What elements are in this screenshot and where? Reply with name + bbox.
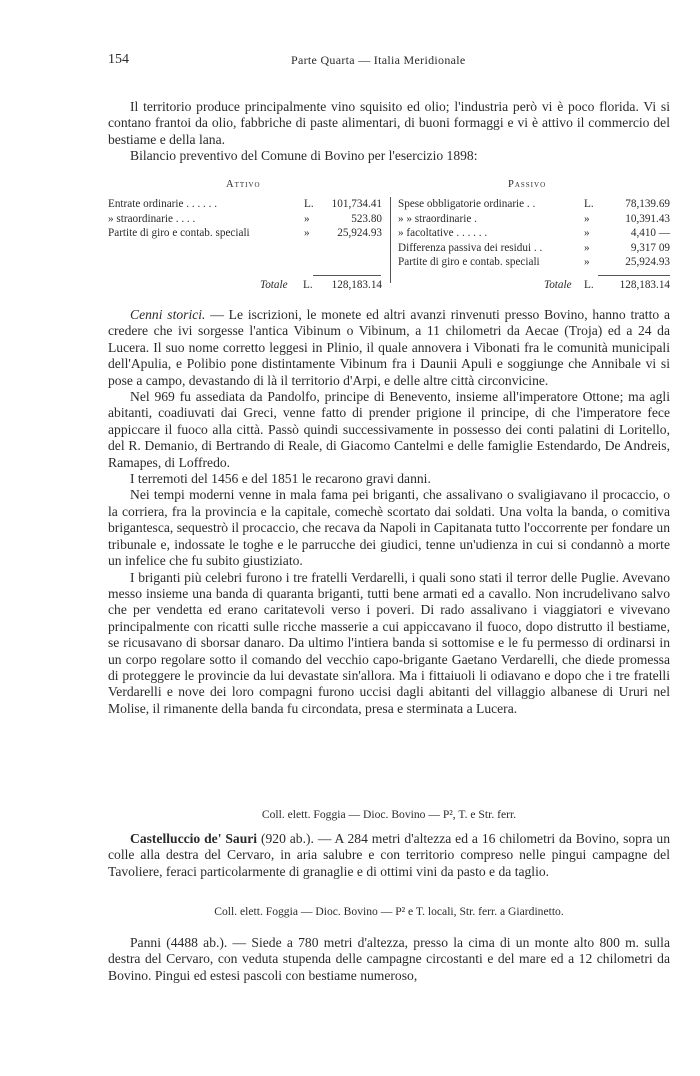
passive-row-currency: L. [584,198,594,210]
passive-row-label: » facoltative . . . . . . [398,227,488,239]
history-paragraph-1: Nel 969 fu assediata da Pandolfo, principe di Benevento, insieme all'imperatore Ottone; ma agli abitanti, coadiuvati dai Greci, venne fatto di prender prigione il principe, di che l'imperatore fece appiccare il fuoco alla città. Passò quindi successivamente in possesso dei conti palatini di Loritello, del R. Demanio, di Bertrando di Reale, di Giacomo Cantelmi e delle famiglie Estendardo, De Andreis, Ramapes, di Loffredo. [108,389,670,470]
page-number: 154 [108,52,129,67]
history-block [108,307,670,717]
collegio-line-bovino: Coll. elett. Foggia — Dioc. Bovino — P², T. e Str. ferr. [261,808,517,821]
running-title: Parte Quarta — Italia Meridionale [291,53,466,67]
budget-table [108,179,670,299]
active-row-label: Partite di giro e contab. speciali [108,227,250,239]
passive-row-currency: » [584,227,590,239]
passive-row-amount: 78,139.69 [625,198,670,210]
passive-row-label: Spese obbligatorie ordinarie . . [398,198,536,210]
passive-total-currency: L. [584,279,594,291]
passive-row-currency: » [584,212,590,225]
passive-row-label: Partite di giro e contab. speciali [398,256,540,268]
castelluccio-text: (920 ab.). — A 284 metri d'altezza ed a 16 chilometri da Bovino, sopra un colle alla destra del Cervaro, in aria salubre e con territorio compreso nelle pingui campagne del Tavoliere, feraci particolarmente di granaglie e di ottimi vini da pasto e da taglio. [108,831,670,879]
passive-row-amount: 25,924.93 [625,256,670,268]
passive-row-amount: 9,317 09 [630,241,670,254]
panni-entry [108,935,670,984]
panni-text: Panni (4488 ab.). — Siede a 780 metri d'altezza, presso la cima di un monte alto 800 m. sulla destra del Cervaro, con veduta stupenda delle campagne circostanti e del mare ed a 12 chilometri da Bovino. Pingui ed estesi pascoli con bestiame numeroso, [108,935,670,983]
intro-paragraph: Il territorio produce principalmente vino squisito ed olio; l'industria però vi è poco florida. Vi si contano frantoi da olio, fabbriche di paste alimentari, di buoni formaggi e vi è attivo il commercio del bestiame e della lana. [108,99,670,147]
intro-block [108,99,670,165]
castelluccio-name: Castelluccio de' Sauri [130,831,258,846]
active-total-label: Totale [260,279,288,291]
history-paragraph-4: I briganti più celebri furono i tre fratelli Verdarelli, i quali sono stati il terror delle Puglie. Avevano messo insieme una banda di quaranta briganti, tutti bene armati ed a cavallo. Non incrudelivano salvo che per vendetta ed erano caritatevoli verso i poveri. Di rado assalivano i viaggiatori e vivevano principalmente con ricatti sulle ricche masserie a cui appiccavano il fuoco, dopo distrutto il bestiame, se ricusavano di sborsar danaro. Da ultimo l'intiera banda si sottomise e le fu permesso di ordinarsi in un corpo regolare sotto il comando del vecchio capo-brigante Gaetano Verdarelli, che diede promessa di proteggere le provincie da lui devastate sin'allora. Ma i fittaiuoli li odiavano e dopo che i tre fratelli Verdarelli e nove dei loro compagni furono uccisi dagli abitanti del villaggio albanese di Ururi nel Molise, il rimanente della banda fu circondata, presa e sterminata a Lucera. [108,569,670,716]
cenni-storici-text: — Le iscrizioni, le monete ed altri avanzi rinvenuti presso Bovino, hanno tratto a credere che ivi sorgesse l'antica Vibinum o Vibinum, a 11 chilometri da Aecae (Troja) ed a 24 da Lucera. Il suo nome corretto leggesi in Plinio, il quale annovera i Vibonati fra le comunità municipali dell'Apulia, e Polibio pone distintamente Vibinum fra i Daunii Apuli e soggiunge che Annibale vi si pose a campo, devastando di là il territorio d'Arpi, e delle altre città circonvicine. [108,307,670,388]
active-total-amount: 128,183.14 [331,279,382,291]
collegio-line-castelluccio: Coll. elett. Foggia — Dioc. Bovino — P² e T. locali, Str. ferr. a Giardinetto. [214,905,564,918]
active-total-rule [313,275,381,276]
castelluccio-entry [108,831,670,880]
passive-total-label: Totale [544,279,572,291]
active-row-currency: » [304,227,310,239]
history-paragraph-3: Nei tempi moderni venne in mala fama pei briganti, che assalivano o svaligiavano il procaccio, o la corriera, fra la provincia e la capitale, comechè scortato dai soldati. Una volta la banda, o comitiva brigantesca, sequestrò il procaccio, che recava da Napoli in Capitanata tutto l'occorrente per fondare un tribunale e, indossate le toghe e le parrucche dei giudici, tenne un'udienza in cui si condannò a morte un infelice che fu subito giustiziato. [108,487,670,569]
history-paragraph-2: I terremoti del 1456 e del 1851 le recarono gravi danni. [130,471,431,487]
passive-row-amount: 10,391.43 [625,212,670,225]
active-row-label: » straordinarie . . . . [108,212,196,225]
budget-title: Bilancio preventivo del Comune di Bovino per l'esercizio 1898: [130,148,478,164]
passive-row-currency: » [584,241,590,254]
active-row-amount: 25,924.93 [337,227,382,239]
active-row-amount: 101,734.41 [331,198,382,210]
active-row-amount: 523.80 [351,212,382,225]
passive-row-label: Differenza passiva dei residui . . [398,241,543,254]
cenni-storici-lead: Cenni storici. [130,307,206,322]
active-row-currency: L. [304,198,314,210]
passive-total-rule [598,275,670,276]
passive-row-currency: » [584,256,590,268]
passive-row-label: » » straordinarie . [398,212,477,225]
passive-heading: Passivo [508,179,547,190]
passive-total-amount: 128,183.14 [619,279,670,291]
column-divider [390,197,391,283]
passive-row-amount: 4,410 — [630,227,670,239]
running-header [108,52,670,72]
cenni-storici-paragraph [108,307,670,389]
active-row-label: Entrate ordinarie . . . . . . [108,198,218,210]
active-heading: Attivo [226,179,261,190]
active-total-currency: L. [303,279,313,291]
active-row-currency: » [304,212,310,225]
